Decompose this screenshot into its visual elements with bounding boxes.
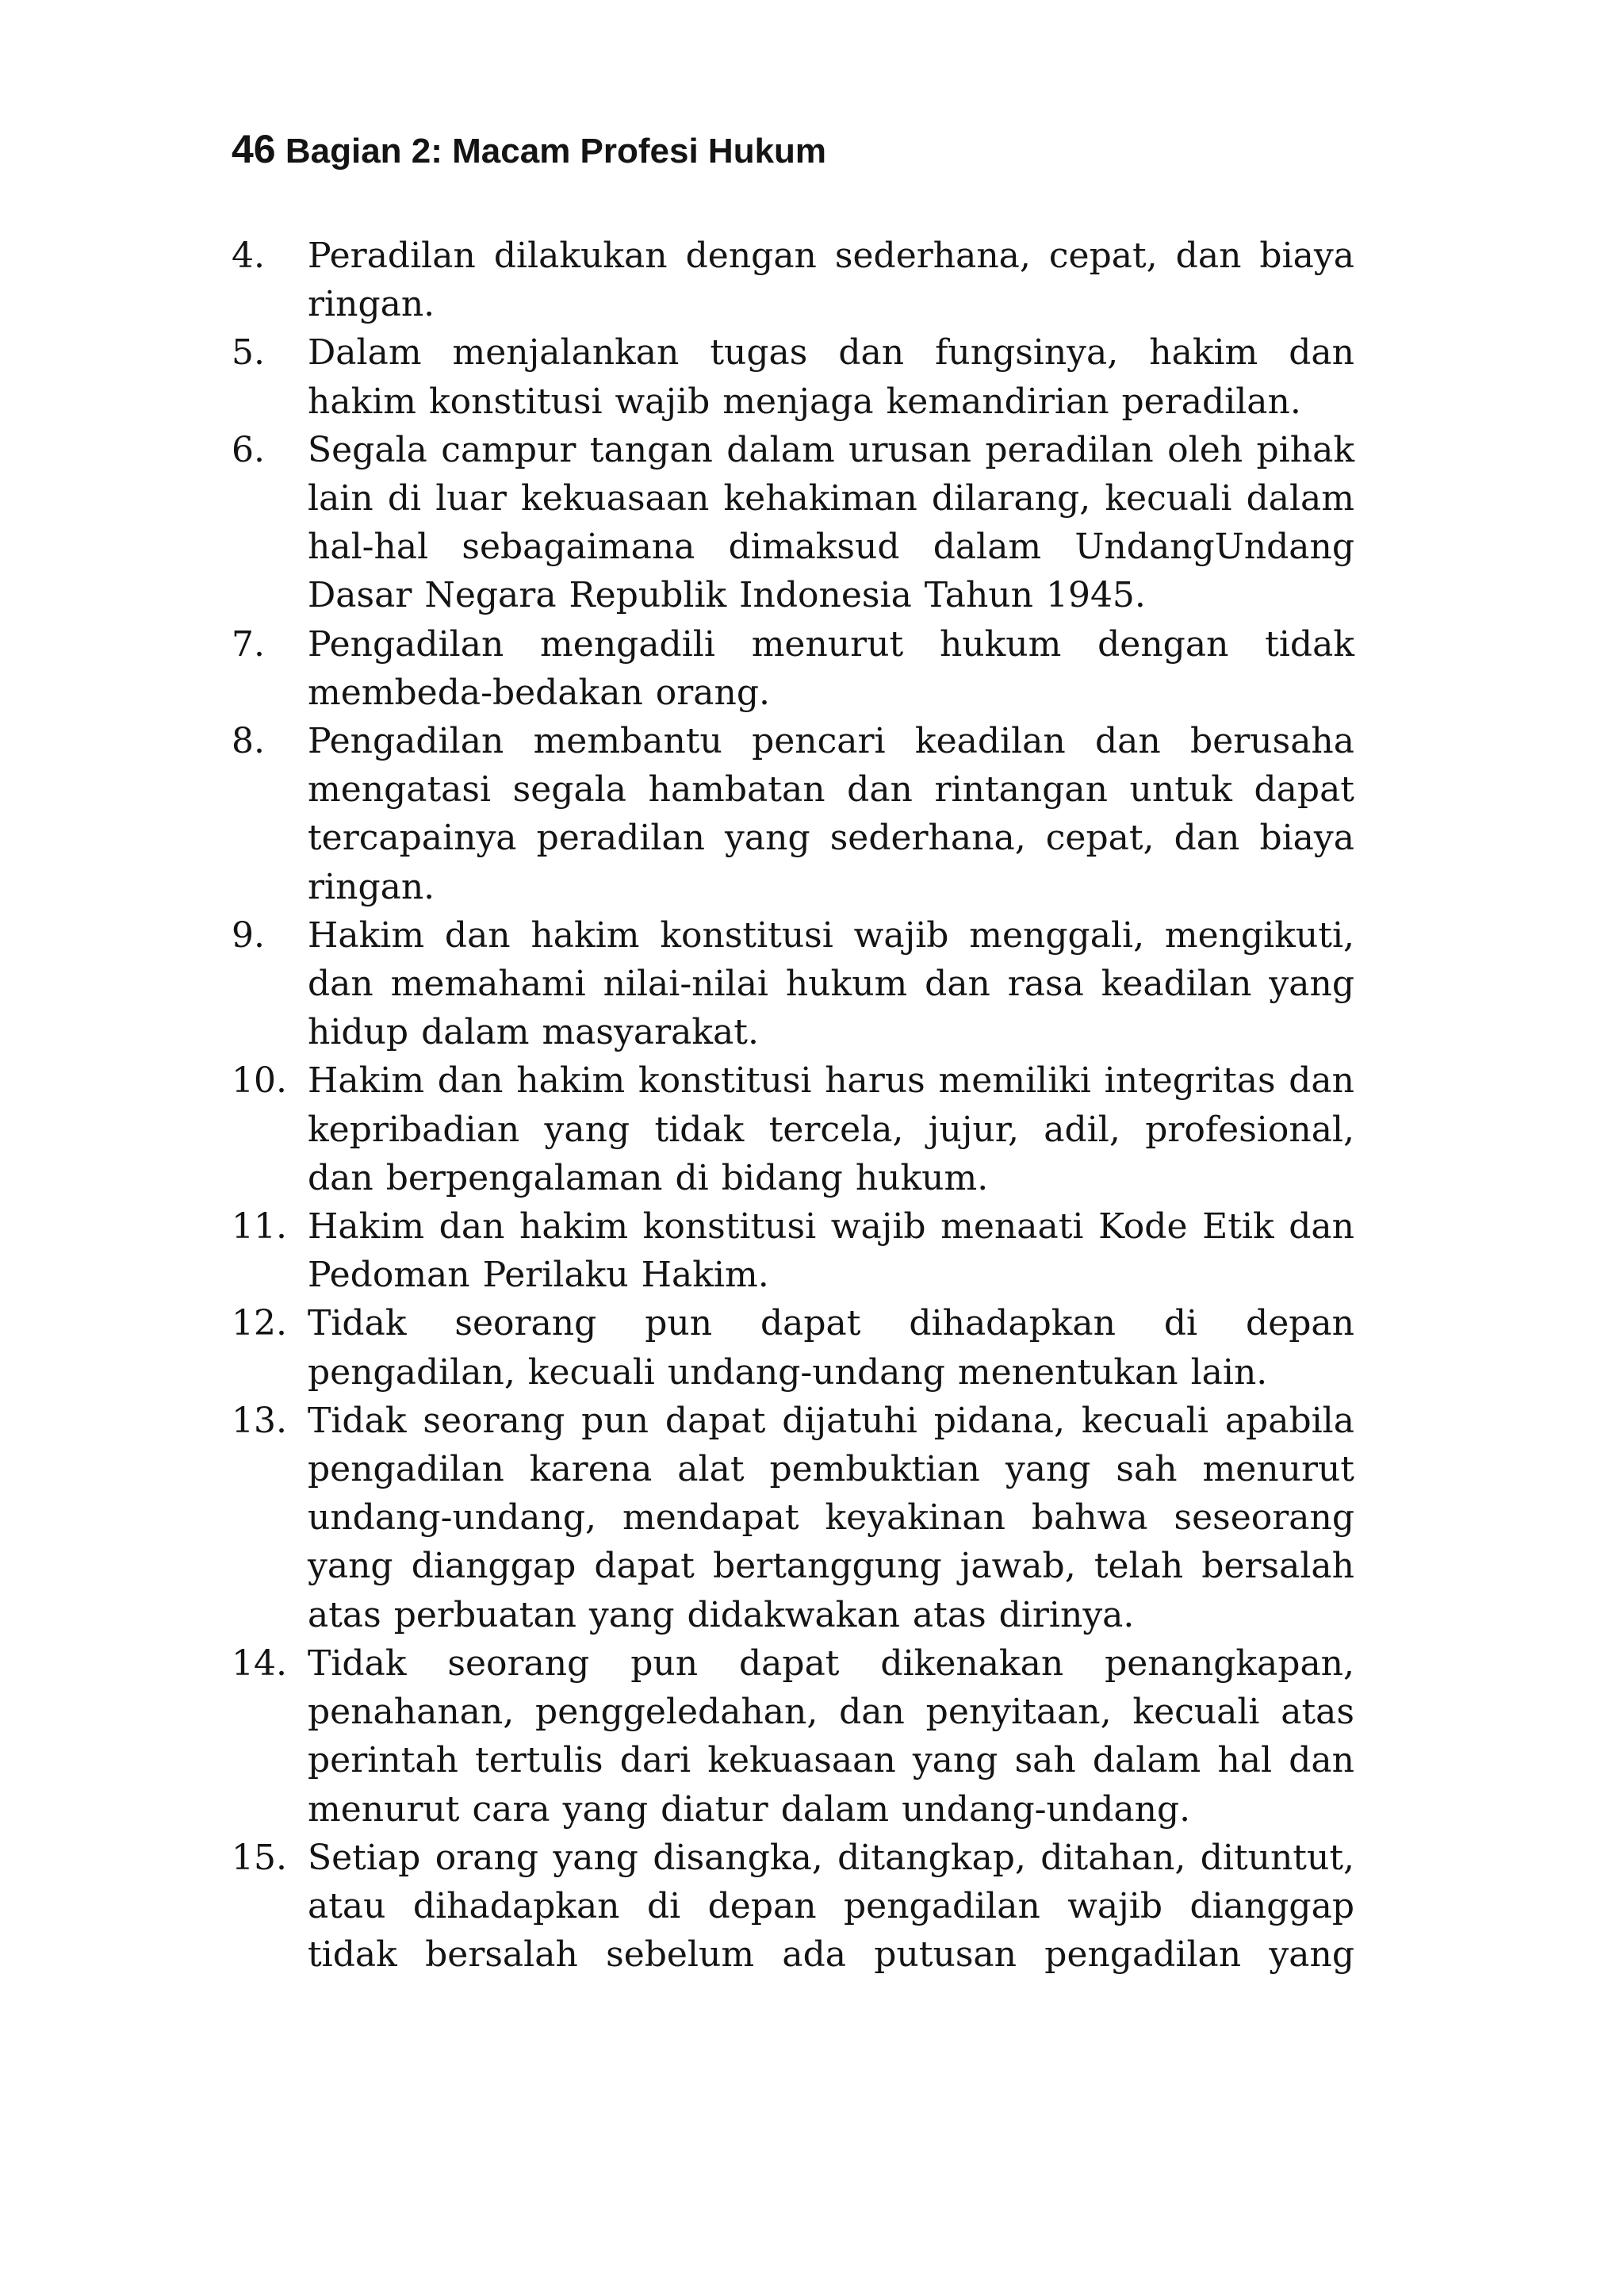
list-item — [232, 232, 1354, 328]
item-number: 12. — [232, 1303, 287, 1344]
item-text: Setiap orang yang disangka, ditangkap, ditahan, dituntut, atau dihadapkan di depan pengadilan wajib dianggap tidak bersalah sebelum ada putusan pengadilan yang — [308, 1837, 1354, 1976]
list-item — [232, 1202, 1354, 1299]
list-item — [232, 1834, 1354, 1980]
item-text: Dalam menjalankan tugas dan fungsinya, hakim dan hakim konstitusi wajib menjaga kemandirian peradilan. — [308, 332, 1354, 422]
list-item — [232, 1397, 1354, 1639]
list-item — [232, 620, 1354, 717]
list-item — [232, 717, 1354, 911]
item-number: 6. — [232, 429, 265, 470]
list-item — [232, 328, 1354, 425]
item-text: Tidak seorang pun dapat dihadapkan di depan pengadilan, kecuali undang-undang menentukan lain. — [308, 1303, 1354, 1393]
item-number: 11. — [232, 1206, 287, 1248]
item-text: Segala campur tangan dalam urusan peradilan oleh pihak lain di luar kekuasaan kehakiman dilarang, kecuali dalam hal-hal sebagaimana dimaksud dalam UndangUndang Dasar Negara Republik Indonesia Tahun 1945. — [308, 429, 1354, 616]
item-text: Pengadilan membantu pencari keadilan dan berusaha mengatasi segala hambatan dan rintangan untuk dapat tercapainya peradilan yang sederhana, cepat, dan biaya ringan. — [308, 721, 1354, 907]
item-number: 14. — [232, 1642, 287, 1684]
item-number: 10. — [232, 1060, 287, 1102]
item-number: 8. — [232, 721, 265, 762]
running-header — [232, 125, 826, 175]
item-text: Hakim dan hakim konstitusi wajib menaati Kode Etik dan Pedoman Perilaku Hakim. — [308, 1206, 1354, 1296]
numbered-list — [232, 232, 1354, 1979]
list-item — [232, 911, 1354, 1057]
item-number: 5. — [232, 332, 265, 374]
item-number: 7. — [232, 623, 265, 665]
item-text: Tidak seorang pun dapat dikenakan penangkapan, penahanan, penggeledahan, dan penyitaan, kecuali atas perintah tertulis dari kekuasaan yang sah dalam hal dan menurut cara yang diatur dalam undang-undang. — [308, 1642, 1354, 1830]
chapter-title: Bagian 2: Macam Profesi Hukum — [285, 132, 827, 171]
list-item — [232, 1056, 1354, 1202]
item-number: 9. — [232, 914, 265, 956]
list-item — [232, 1639, 1354, 1834]
item-number: 13. — [232, 1400, 287, 1441]
list-item — [232, 426, 1354, 620]
item-number: 15. — [232, 1837, 287, 1878]
item-number: 4. — [232, 236, 265, 276]
page-number: 46 — [232, 127, 276, 171]
item-text: Tidak seorang pun dapat dijatuhi pidana, kecuali apabila pengadilan karena alat pembuktian yang sah menurut undang-undang, mendapat keyakinan bahwa seseorang yang dianggap dapat bertanggung jawab, telah bersalah atas perbuatan yang didakwakan atas dirinya. — [308, 1400, 1354, 1635]
item-text: Hakim dan hakim konstitusi harus memiliki integritas dan kepribadian yang tidak tercela, jujur, adil, profesional, dan berpengalaman di bidang hukum. — [308, 1060, 1354, 1198]
list-item — [232, 1299, 1354, 1396]
item-text: Pengadilan mengadili menurut hukum dengan tidak membeda-bedakan orang. — [308, 623, 1354, 713]
item-text: Hakim dan hakim konstitusi wajib menggali, mengikuti, dan memahami nilai-nilai hukum dan rasa keadilan yang hidup dalam masyarakat. — [308, 914, 1354, 1053]
item-text: Peradilan dilakukan dengan sederhana, cepat, dan biaya ringan. — [308, 236, 1354, 325]
